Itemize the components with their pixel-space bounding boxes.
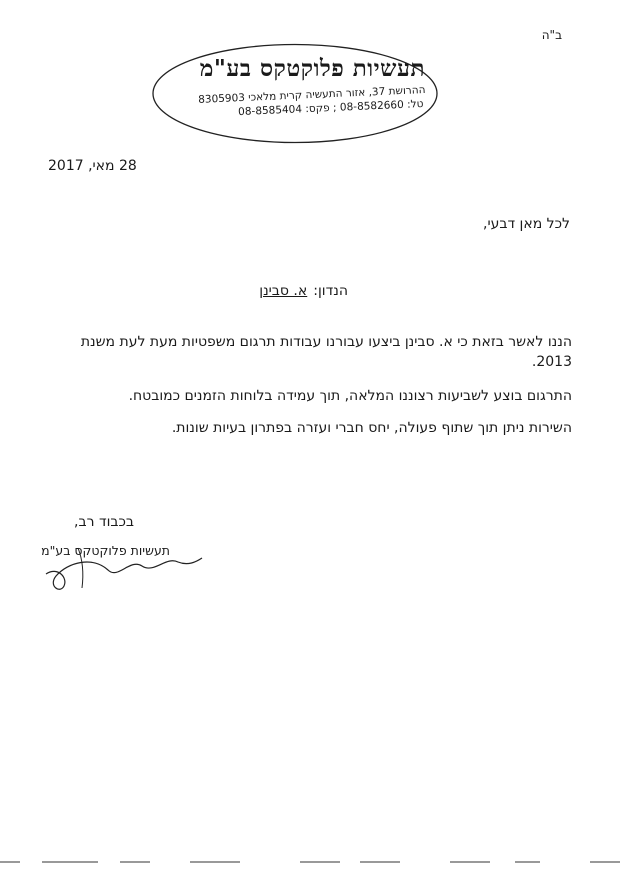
stamp-address: ההרושת 37, אזור התעשיה קרית מלאכי 8305903	[197, 84, 426, 106]
subject-name: א. סבינן	[259, 283, 308, 299]
stamp-company-name: תעשיות פלוקטקס בע"מ	[199, 55, 425, 82]
bh-header-mark: ב"ה	[541, 28, 562, 42]
signer-company: תעשיות פלוקטקס בע"מ	[41, 543, 170, 558]
letter-paragraph-1: הננו לאשר בזאת כי א. סבינן ביצעו עבורנו עבודות תרגום משפטיות מעת לעת משנת 2013.	[80, 334, 572, 370]
letter-subject	[259, 283, 348, 299]
handwritten-signature	[38, 536, 208, 596]
letter-paragraph-2: התרגום בוצע לשביעות רצוננו המלאה, תוך עמידה בלוחות הזמנים כמובטח.	[128, 388, 572, 404]
letter-paragraph-3: השירות ניתן תוך שתוף פעולה, יחס חברי ועזרה בפתרון בעיות שונות.	[171, 420, 572, 436]
stamp-phones: טל: 08-8582660 ; פקס: 08-8585404	[237, 98, 424, 119]
subject-label: הנדון:	[313, 283, 348, 299]
letter-date: 28 מאי, 2017	[48, 158, 137, 174]
scan-edge-marks	[0, 856, 620, 868]
letter-recipient: לכל מאן דבעי,	[483, 216, 570, 232]
letter-closing: בכבוד רב,	[74, 514, 134, 530]
